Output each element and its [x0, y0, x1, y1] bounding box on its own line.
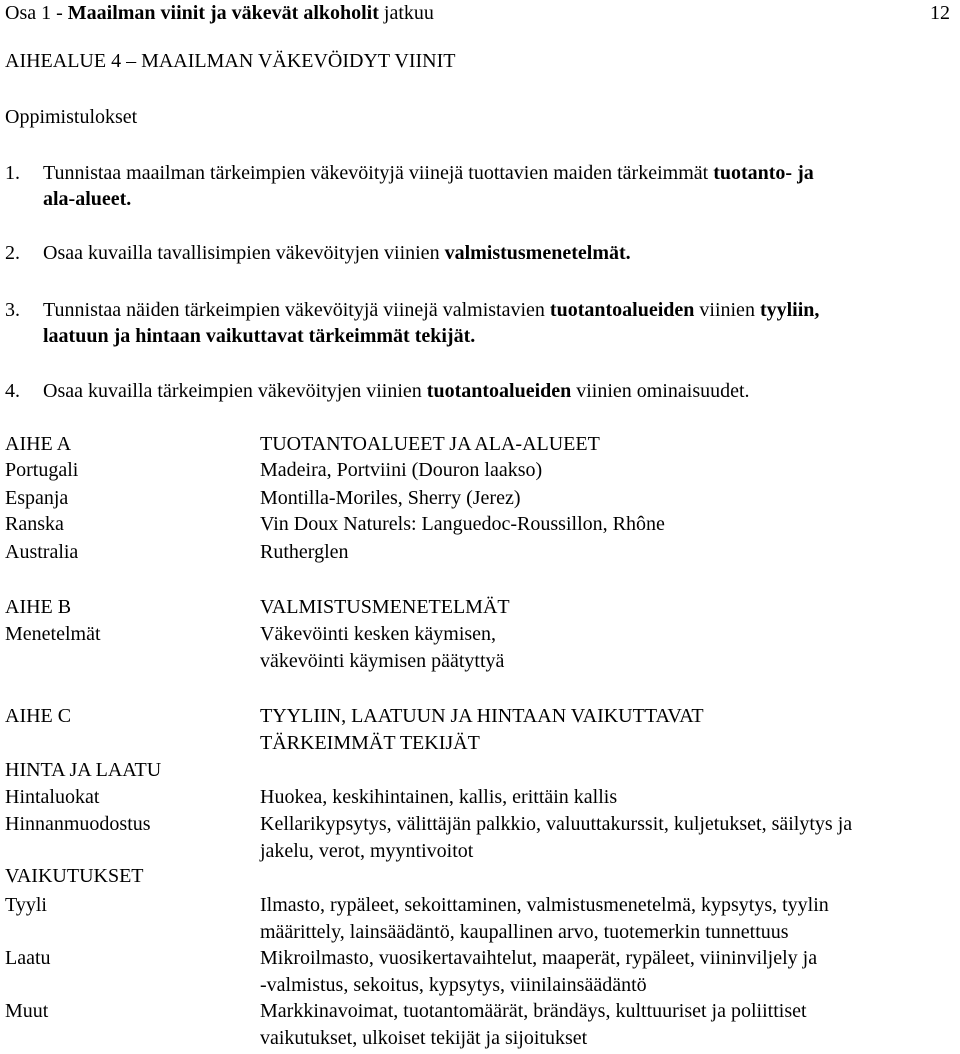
outcome-text: Osaa kuvailla tärkeimpien väkevöityjen viinien — [43, 380, 422, 402]
factors-heading-line-1: TYYLIIN, LAATUUN JA HINTAAN VAIKUTTAVAT — [260, 705, 704, 727]
outcomes-heading: Oppimistulokset — [5, 106, 138, 128]
outcome-bold-text: ala-alueet. — [43, 188, 132, 210]
factors-heading-line-2: TÄRKEIMMÄT TEKIJÄT — [260, 732, 480, 754]
outcome-item-3 — [5, 297, 955, 349]
outcome-bold-text: valmistusmenetelmät. — [444, 242, 631, 264]
production-area-portugal: Madeira, Portviini (Douron laakso) — [260, 459, 543, 481]
price-quality-heading: HINTA JA LAATU — [5, 759, 162, 781]
country-australia: Australia — [5, 541, 79, 563]
outcome-number: 4. — [5, 380, 20, 402]
outcome-text: Tunnistaa näiden tärkeimpien väkevöityjä viinejä valmistavien — [43, 299, 550, 321]
outcome-text: viinien — [699, 299, 760, 321]
country-france: Ranska — [5, 513, 64, 535]
production-methods-line-1: Väkevöinti kesken käymisen, — [260, 623, 497, 645]
production-area-spain: Montilla-Moriles, Sherry (Jerez) — [260, 487, 521, 509]
header-part-prefix: Osa 1 - — [5, 2, 68, 24]
page-number: 12 — [930, 2, 950, 24]
production-area-australia: Rutherglen — [260, 541, 349, 563]
production-methods-line-2: väkevöinti käymisen päätyttyä — [260, 650, 505, 672]
price-classes-label: Hintaluokat — [5, 786, 100, 808]
pricing-text-line-2: jakelu, verot, myyntivoitot — [260, 840, 474, 862]
outcome-number: 3. — [5, 299, 20, 321]
outcome-bold-text: tuotanto- ja — [713, 162, 814, 184]
outcome-text: Tunnistaa maailman tärkeimpien väkevöityjä viinejä tuottavien maiden tärkeimmät — [43, 162, 714, 184]
quality-text-line-1: Mikroilmasto, vuosikertavaihtelut, maaperät, rypäleet, viininviljely ja — [260, 947, 818, 969]
section-title: AIHEALUE 4 – MAAILMAN VÄKEVÖIDYT VIINIT — [5, 50, 456, 72]
pricing-label: Hinnanmuodostus — [5, 813, 151, 835]
other-text-line-2: vaikutukset, ulkoiset tekijät ja sijoitukset — [260, 1027, 588, 1049]
outcome-text: viinien ominaisuudet. — [576, 380, 750, 402]
effects-heading: VAIKUTUKSET — [5, 865, 144, 887]
header-part-title: Maailman viinit ja väkevät alkoholit — [67, 2, 379, 24]
other-text-line-1: Markkinavoimat, tuotantomäärät, brändäys, kulttuuriset ja poliittiset — [260, 1000, 807, 1022]
outcome-item-1 — [5, 160, 955, 212]
production-area-france: Vin Doux Naturels: Languedoc-Roussillon, Rhône — [260, 513, 665, 535]
outcome-bold-text: tyyliin, — [759, 299, 820, 321]
outcome-bold-text: tuotantoalueiden — [426, 380, 572, 402]
methods-label: Menetelmät — [5, 623, 101, 645]
outcome-number: 1. — [5, 162, 20, 184]
production-areas-heading: TUOTANTOALUEET JA ALA-ALUEET — [260, 433, 600, 455]
topic-b-heading: AIHE B — [5, 596, 72, 618]
price-classes-text: Huokea, keskihintainen, kallis, erittäin kallis — [260, 786, 618, 808]
style-label: Tyyli — [5, 894, 47, 916]
other-label: Muut — [5, 1000, 49, 1022]
outcome-bold-text: laatuun ja hintaan — [43, 325, 201, 347]
topic-a-heading: AIHE A — [5, 433, 72, 455]
outcome-item-4 — [5, 378, 750, 404]
country-spain: Espanja — [5, 487, 69, 509]
page-header — [5, 0, 434, 26]
outcome-number: 2. — [5, 242, 20, 264]
country-portugal: Portugali — [5, 459, 79, 481]
outcome-bold-text: tuotantoalueiden — [549, 299, 695, 321]
header-part-suffix: jatkuu — [383, 2, 434, 24]
style-text-line-2: määrittely, lainsäädäntö, kaupallinen arvo, tuotemerkin tunnettuus — [260, 921, 789, 943]
quality-text-line-2: -valmistus, sekoitus, kypsytys, viinilainsäädäntö — [260, 974, 647, 996]
outcome-bold-text: vaikuttavat tärkeimmät tekijät. — [205, 325, 476, 347]
outcome-text: Osaa kuvailla tavallisimpien väkevöityjen viinien — [43, 242, 445, 264]
style-text-line-1: Ilmasto, rypäleet, sekoittaminen, valmistusmenetelmä, kypsytys, tyylin — [260, 894, 829, 916]
production-methods-heading: VALMISTUSMENETELMÄT — [260, 596, 510, 618]
quality-label: Laatu — [5, 947, 51, 969]
topic-c-heading: AIHE C — [5, 705, 72, 727]
outcome-item-2 — [5, 240, 631, 266]
pricing-text-line-1: Kellarikypsytys, välittäjän palkkio, valuuttakurssit, kuljetukset, säilytys ja — [260, 813, 853, 835]
